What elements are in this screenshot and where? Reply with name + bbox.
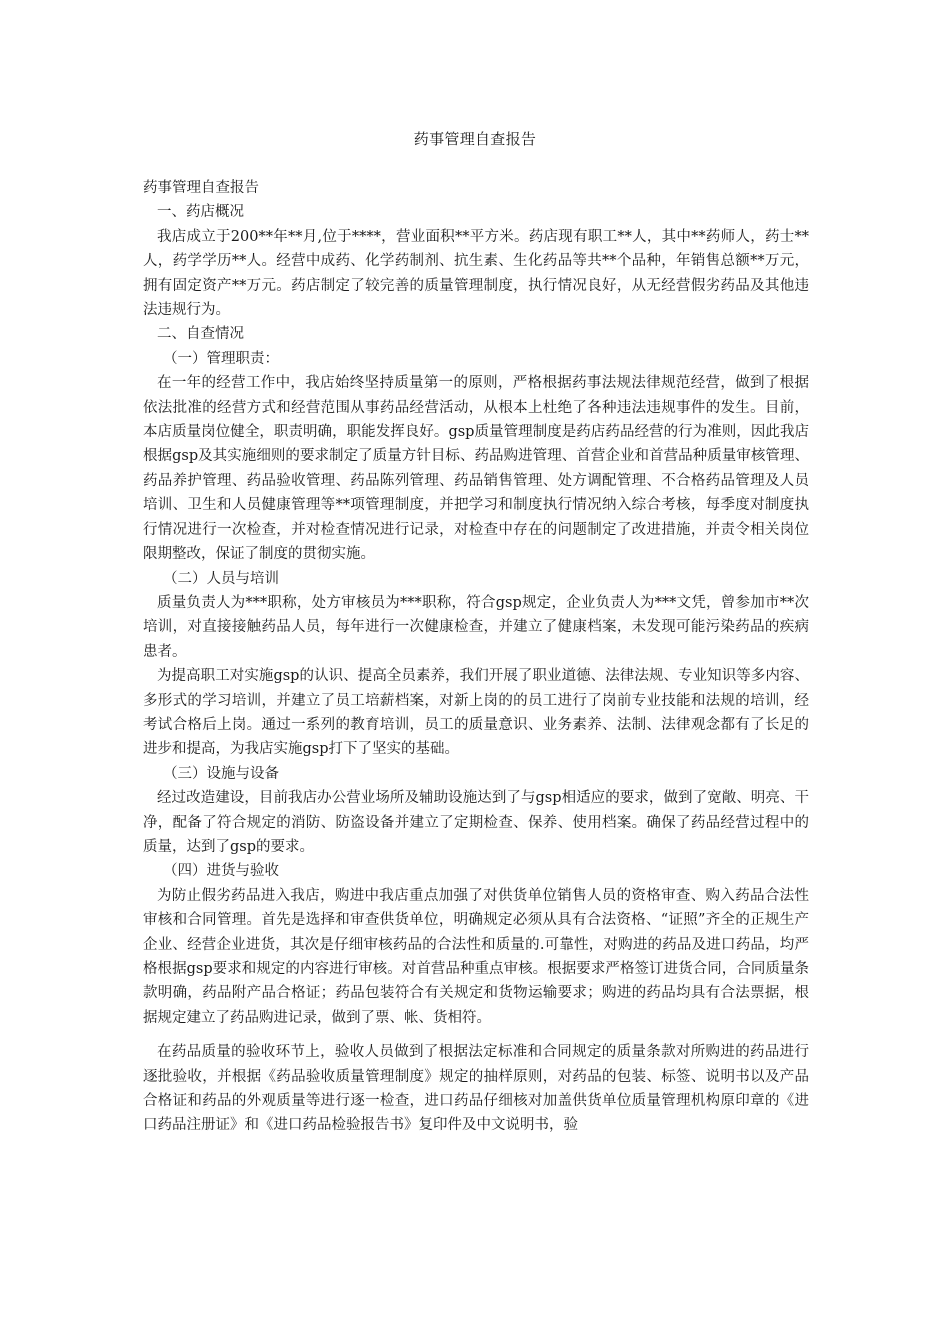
subsection-3-paragraph: 经过改造建设，目前我店办公营业场所及辅助设施达到了与gsp相适应的要求，做到了宽敞、明亮、干净，配备了符合规定的消防、防盗设备并建立了定期检查、保养、使用档案。确保了药品经营过程中的质量，达到了gsp的要求。 (143, 790, 809, 855)
subsection-4-title: （四）进货与验收 (163, 863, 279, 880)
document-body (143, 176, 809, 1138)
subsection-4-paragraph-1: 为防止假劣药品进入我店，购进中我店重点加强了对供货单位销售人员的资格审查、购入药品合法性审核和合同管理。首先是选择和审查供货单位，明确规定必须从具有合法资格、“证照”齐全的正规生产企业、经营企业进货，其次是仔细审核药品的合法性和质量的.可靠性，对购进的药品及进口药品，均严格根据gsp要求和规定的内容进行审核。对首营品种重点审核。根据要求严格签订进货合同，合同质量条款明确，药品附产品合格证；药品包装符合有关规定和货物运输要求；购进的药品均具有合法票据，根据规定建立了药品购进记录，做到了票、帐、货相符。 (143, 887, 809, 1026)
body-heading: 药事管理自查报告 (143, 180, 259, 196)
subsection-2-paragraph-2: 为提高职工对实施gsp的认识、提高全员素养，我们开展了职业道德、法律法规、专业知识等多内容、多形式的学习培训，并建立了员工培薪档案，对新上岗的的员工进行了岗前专业技能和法规的培训，经考试合格后上岗。通过一系列的教育培训，员工的质量意识、业务素养、法制、法律观念都有了长足的进步和提高，为我店实施gsp打下了坚实的基础。 (143, 668, 809, 758)
section-1-paragraph: 我店成立于200**年**月,位于****，营业面积**平方米。药店现有职工**人，其中**药师人，药士**人，药学学历**人。经营中成药、化学药制剂、抗生素、生化药品等共**个品种，年销售总额**万元，拥有固定资产**万元。药店制定了较完善的质量管理制度，执行情况良好，从无经营假劣药品及其他违法违规行为。 (143, 228, 809, 319)
subsection-3-title: （三）设施与设备 (163, 765, 279, 782)
subsection-1-title: （一）管理职责： (163, 350, 279, 367)
subsection-2-title: （二）人员与培训 (163, 570, 279, 587)
section-1-title: 一、药店概况 (157, 204, 244, 221)
subsection-2-paragraph-1: 质量负责人为***职称，处方审核员为***职称，符合gsp规定，企业负责人为***文凭，曾参加市**次培训，对直接接触药品人员，每年进行一次健康检查，并建立了健康档案，未发现可能污染药品的疾病患者。 (143, 594, 809, 660)
document-title: 药事管理自查报告 (413, 130, 537, 148)
subsection-4-paragraph-2: 在药品质量的验收环节上，验收人员做到了根据法定标准和合同规定的质量条款对所购进的药品进行逐批验收，并根据《药品验收质量管理制度》规定的抽样原则，对药品的包装、标签、说明书以及产品合格证和药品的外观质量等进行逐一检查，进口药品仔细核对加盖供货单位质量管理机构原印章的《进口药品注册证》和《进口药品检验报告书》复印件及中文说明书，验 (143, 1044, 809, 1134)
section-2-title: 二、自查情况 (157, 326, 244, 343)
subsection-1-paragraph: 在一年的经营工作中，我店始终坚持质量第一的原则，严格根据药事法规法律规范经营，做到了根据依法批准的经营方式和经营范围从事药品经营活动，从根本上杜绝了各种违法违规事件的发生。目前，本店质量岗位健全，职责明确，职能发挥良好。gsp质量管理制度是药店药品经营的行为准则，因此我店根据gsp及其实施细则的要求制定了质量方针目标、药品购进管理、首营企业和首营品种质量审核管理、药品养护管理、药品验收管理、药品陈列管理、药品销售管理、处方调配管理、不合格药品管理及人员培训、卫生和人员健康管理等**项管理制度，并把学习和制度执行情况纳入综合考核，每季度对制度执行情况进行一次检查，并对检查情况进行记录，对检查中存在的问题制定了改进措施，并责令相关岗位限期整改，保证了制度的贯彻实施。 (143, 375, 809, 563)
